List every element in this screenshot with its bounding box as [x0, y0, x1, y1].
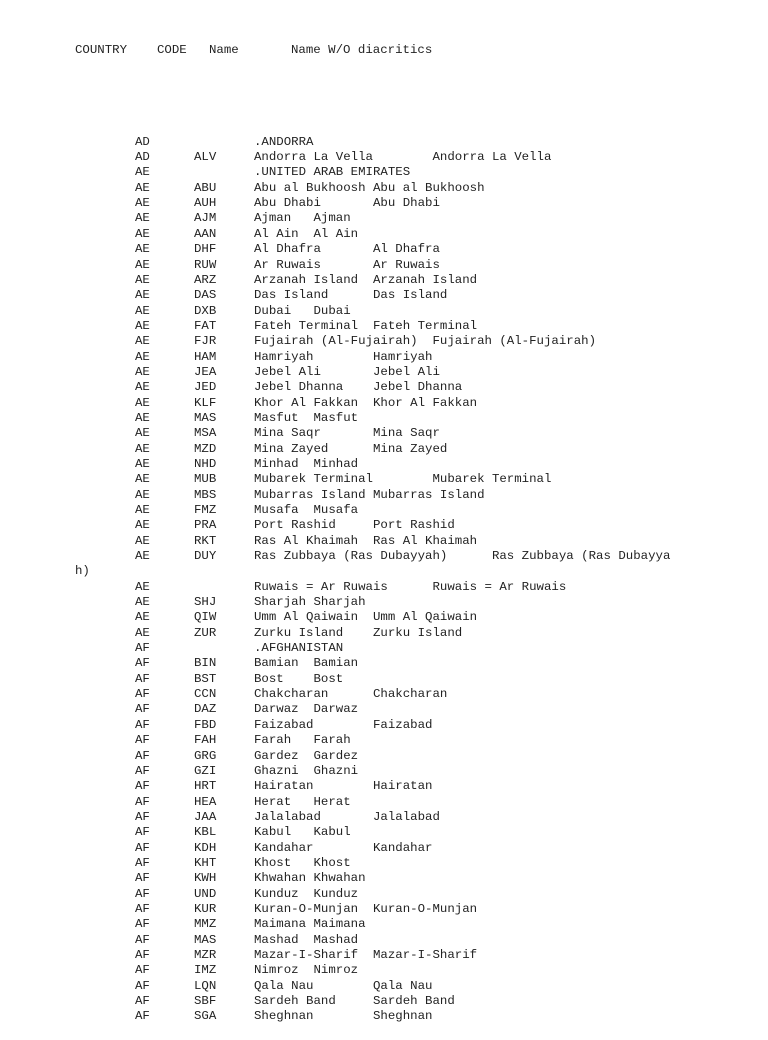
country-code: AE: [135, 595, 150, 610]
country-code: AD: [135, 134, 150, 149]
location-names: Maimana Maimana: [254, 917, 366, 932]
location-names: Abu al Bukhoosh Abu al Bukhoosh: [254, 180, 485, 195]
list-item: [0, 718, 768, 733]
location-code: FJR: [194, 334, 217, 349]
country-code: AF: [135, 671, 150, 686]
header-country: COUNTRY: [75, 42, 128, 57]
list-item: [0, 610, 768, 625]
country-code: AE: [135, 410, 150, 425]
country-code: AD: [135, 150, 150, 165]
location-names: Umm Al Qaiwain Umm Al Qaiwain: [254, 610, 478, 625]
list-item: [0, 749, 768, 764]
list-item: [0, 933, 768, 948]
location-names: Jalalabad Jalalabad: [254, 809, 440, 824]
location-names: Kabul Kabul: [254, 825, 351, 840]
country-code: AE: [135, 426, 150, 441]
country-code: AF: [135, 1009, 150, 1024]
location-code: AAN: [194, 226, 217, 241]
list-item: [0, 795, 768, 810]
list-item: [0, 994, 768, 1009]
list-item: [0, 841, 768, 856]
country-code: AF: [135, 886, 150, 901]
location-code: FAT: [194, 318, 217, 333]
country-code: AF: [135, 641, 150, 656]
header-spacer: [0, 89, 768, 104]
location-names: Bamian Bamian: [254, 656, 359, 671]
location-code: AUH: [194, 196, 217, 211]
list-item: [0, 181, 768, 196]
location-code: RKT: [194, 533, 217, 548]
country-code: AF: [135, 763, 150, 778]
country-code: AF: [135, 702, 150, 717]
location-names: Fujairah (Al-Fujairah) Fujairah (Al-Fujairah): [254, 334, 597, 349]
list-item: [0, 580, 768, 595]
list-item: [0, 258, 768, 273]
location-code: NHD: [194, 456, 217, 471]
location-names: Hamriyah Hamriyah: [254, 349, 433, 364]
country-code: AE: [135, 364, 150, 379]
location-code: UND: [194, 886, 217, 901]
location-code: FBD: [194, 717, 217, 732]
country-code: AE: [135, 533, 150, 548]
country-code: AF: [135, 733, 150, 748]
location-code: HEA: [194, 794, 217, 809]
location-names: Arzanah Island Arzanah Island: [254, 272, 478, 287]
list-item: [0, 779, 768, 794]
location-names: Ruwais = Ar Ruwais Ruwais = Ar Ruwais: [254, 579, 567, 594]
location-names: Mina Saqr Mina Saqr: [254, 426, 440, 441]
location-names: Port Rashid Port Rashid: [254, 518, 455, 533]
location-code: BIN: [194, 656, 217, 671]
location-names: Zurku Island Zurku Island: [254, 625, 463, 640]
location-code: FMZ: [194, 503, 217, 517]
country-code: AE: [135, 579, 150, 594]
location-names: Sharjah Sharjah: [254, 595, 366, 610]
location-names: Chakcharan Chakcharan: [254, 687, 448, 702]
location-code: SGA: [194, 1009, 217, 1024]
location-names: Jebel Dhanna Jebel Dhanna: [254, 380, 463, 395]
list-item: [0, 288, 768, 303]
country-code: AF: [135, 932, 150, 947]
location-names: Faizabad Faizabad: [254, 717, 433, 732]
location-code: JAA: [194, 809, 217, 824]
location-names: Kunduz Kunduz: [254, 886, 359, 901]
list-item: [0, 396, 768, 411]
location-names: Ras Zubbaya (Ras Dubayyah) Ras Zubbaya (Ras Dubayya: [254, 549, 671, 564]
location-code: PRA: [194, 518, 217, 533]
location-names: Musafa Musafa: [254, 503, 359, 517]
location-names: Mubarek Terminal Mubarek Terminal: [254, 472, 552, 487]
list-item: [0, 626, 768, 641]
code-list: [0, 135, 768, 1025]
list-item: [0, 165, 768, 180]
location-code: ABU: [194, 180, 217, 195]
location-code: KLF: [194, 395, 217, 410]
country-code: AE: [135, 257, 150, 272]
list-item: [0, 442, 768, 457]
location-code: ALV: [194, 150, 217, 165]
location-code: KDH: [194, 840, 217, 855]
list-item: [0, 227, 768, 242]
location-names: Al Ain Al Ain: [254, 226, 359, 241]
location-code: SBF: [194, 994, 217, 1008]
country-code: AE: [135, 288, 150, 303]
location-code: DAZ: [194, 702, 217, 717]
location-code: KBL: [194, 825, 217, 840]
list-item: [0, 426, 768, 441]
location-names: .ANDORRA: [254, 134, 314, 149]
list-item: [0, 150, 768, 165]
location-code: LQN: [194, 978, 217, 993]
list-item: [0, 273, 768, 288]
country-code: AE: [135, 441, 150, 456]
country-code: AE: [135, 272, 150, 287]
location-names: Ras Al Khaimah Ras Al Khaimah: [254, 533, 478, 548]
location-code: MBS: [194, 487, 217, 502]
location-names: Herat Herat: [254, 794, 351, 809]
country-code: AF: [135, 748, 150, 763]
location-code: RUW: [194, 257, 217, 272]
location-names: Abu Dhabi Abu Dhabi: [254, 196, 440, 211]
location-names: Ghazni Ghazni: [254, 763, 359, 778]
header-row: [0, 43, 768, 58]
location-names: Mubarras Island Mubarras Island: [254, 487, 485, 502]
country-code: AF: [135, 840, 150, 855]
country-code: AE: [135, 487, 150, 502]
country-code: AE: [135, 518, 150, 533]
country-code: AE: [135, 196, 150, 211]
list-item: [0, 518, 768, 533]
country-code: AF: [135, 656, 150, 671]
list-item: [0, 948, 768, 963]
country-code: AF: [135, 871, 150, 886]
country-code: AF: [135, 994, 150, 1008]
location-names: Das Island Das Island: [254, 288, 448, 303]
list-item: [0, 242, 768, 257]
country-code: AE: [135, 395, 150, 410]
location-names: Mazar-I-Sharif Mazar-I-Sharif: [254, 947, 478, 962]
country-code: AE: [135, 349, 150, 364]
location-code: JED: [194, 380, 217, 395]
list-item: [0, 334, 768, 349]
country-code: AE: [135, 242, 150, 257]
location-code: GZI: [194, 763, 217, 778]
list-item: [0, 702, 768, 717]
country-code: AF: [135, 978, 150, 993]
list-item: [0, 549, 768, 564]
list-item: [0, 365, 768, 380]
location-names: Bost Bost: [254, 671, 344, 686]
country-code: AE: [135, 380, 150, 395]
location-code: DXB: [194, 303, 217, 318]
list-item: [0, 917, 768, 932]
list-item: [0, 380, 768, 395]
list-item: [0, 810, 768, 825]
list-item: [0, 902, 768, 917]
location-code: QIW: [194, 610, 217, 625]
location-names: Gardez Gardez: [254, 748, 359, 763]
list-item: [0, 1009, 768, 1024]
location-code: FAH: [194, 733, 217, 748]
list-item: [0, 764, 768, 779]
location-code: ZUR: [194, 625, 217, 640]
country-code: AF: [135, 779, 150, 794]
list-item: [0, 211, 768, 226]
location-names: Khost Khost: [254, 855, 351, 870]
wrapped-text: h): [75, 564, 90, 579]
country-code: AE: [135, 625, 150, 640]
location-names: Jebel Ali Jebel Ali: [254, 364, 440, 379]
list-item: [0, 641, 768, 656]
location-names: Sheghnan Sheghnan: [254, 1009, 433, 1024]
location-names: Mina Zayed Mina Zayed: [254, 441, 448, 456]
country-code: AE: [135, 549, 150, 564]
location-names: Kandahar Kandahar: [254, 840, 433, 855]
location-code: MZD: [194, 441, 217, 456]
country-code: AE: [135, 610, 150, 625]
location-code: DAS: [194, 288, 217, 303]
location-names: Mashad Mashad: [254, 932, 359, 947]
country-code: AF: [135, 917, 150, 932]
location-names: Nimroz Nimroz: [254, 963, 359, 978]
country-code: AF: [135, 717, 150, 732]
location-code: BST: [194, 671, 217, 686]
list-item: [0, 595, 768, 610]
header-name-no-diacritics: Name W/O diacritics: [291, 42, 433, 57]
location-names: Farah Farah: [254, 733, 351, 748]
location-names: .AFGHANISTAN: [254, 641, 344, 656]
location-code: CCN: [194, 687, 217, 702]
country-code: AE: [135, 226, 150, 241]
list-item: [0, 488, 768, 503]
list-item: [0, 687, 768, 702]
country-code: AE: [135, 180, 150, 195]
wrapped-continuation: [0, 564, 768, 579]
list-item: [0, 656, 768, 671]
location-code: GRG: [194, 748, 217, 763]
location-names: Masfut Masfut: [254, 410, 359, 425]
country-code: AF: [135, 901, 150, 916]
country-code: AE: [135, 165, 150, 180]
header-code: CODE: [157, 42, 187, 57]
location-code: HRT: [194, 779, 217, 794]
header-name: Name: [209, 42, 239, 57]
list-item: [0, 534, 768, 549]
location-names: Khor Al Fakkan Khor Al Fakkan: [254, 395, 478, 410]
list-item: [0, 825, 768, 840]
country-code: AF: [135, 855, 150, 870]
list-item: [0, 871, 768, 886]
list-item: [0, 457, 768, 472]
list-item: [0, 196, 768, 211]
list-item: [0, 733, 768, 748]
list-item: [0, 887, 768, 902]
country-code: AE: [135, 318, 150, 333]
list-item: [0, 963, 768, 978]
country-code: AE: [135, 334, 150, 349]
country-code: AF: [135, 687, 150, 702]
location-code: KUR: [194, 901, 217, 916]
list-item: [0, 856, 768, 871]
country-code: AE: [135, 472, 150, 487]
location-names: Darwaz Darwaz: [254, 702, 359, 717]
location-names: Kuran-O-Munjan Kuran-O-Munjan: [254, 901, 478, 916]
list-item: [0, 304, 768, 319]
list-item: [0, 503, 768, 518]
list-item: [0, 135, 768, 150]
location-names: Andorra La Vella Andorra La Vella: [254, 150, 552, 165]
location-code: AJM: [194, 211, 217, 226]
location-code: MZR: [194, 947, 217, 962]
location-names: Hairatan Hairatan: [254, 779, 433, 794]
country-code: AE: [135, 303, 150, 318]
country-code: AF: [135, 947, 150, 962]
location-code: ARZ: [194, 272, 217, 287]
location-names: Dubai Dubai: [254, 303, 351, 318]
location-code: SHJ: [194, 595, 217, 610]
location-names: Qala Nau Qala Nau: [254, 978, 433, 993]
list-item: [0, 319, 768, 334]
location-names: Khwahan Khwahan: [254, 871, 366, 886]
country-code: AE: [135, 503, 150, 517]
location-code: DUY: [194, 549, 217, 564]
location-code: MMZ: [194, 917, 217, 932]
location-names: Minhad Minhad: [254, 456, 359, 471]
list-item: [0, 672, 768, 687]
country-code: AE: [135, 211, 150, 226]
location-names: Ar Ruwais Ar Ruwais: [254, 257, 440, 272]
list-item: [0, 411, 768, 426]
location-code: HAM: [194, 349, 217, 364]
location-code: KHT: [194, 855, 217, 870]
location-names: Fateh Terminal Fateh Terminal: [254, 318, 478, 333]
location-code: MAS: [194, 410, 217, 425]
country-code: AE: [135, 456, 150, 471]
location-code: MAS: [194, 932, 217, 947]
country-code: AF: [135, 963, 150, 978]
location-code: MUB: [194, 472, 217, 487]
list-item: [0, 979, 768, 994]
country-code: AF: [135, 825, 150, 840]
country-code: AF: [135, 794, 150, 809]
location-code: IMZ: [194, 963, 217, 978]
location-code: MSA: [194, 426, 217, 441]
location-names: Al Dhafra Al Dhafra: [254, 242, 440, 257]
country-code: AF: [135, 809, 150, 824]
location-code: JEA: [194, 364, 217, 379]
location-code: KWH: [194, 871, 217, 886]
list-item: [0, 472, 768, 487]
location-names: .UNITED ARAB EMIRATES: [254, 165, 411, 180]
location-names: Sardeh Band Sardeh Band: [254, 994, 455, 1008]
location-code: DHF: [194, 242, 217, 257]
list-item: [0, 350, 768, 365]
location-names: Ajman Ajman: [254, 211, 351, 226]
